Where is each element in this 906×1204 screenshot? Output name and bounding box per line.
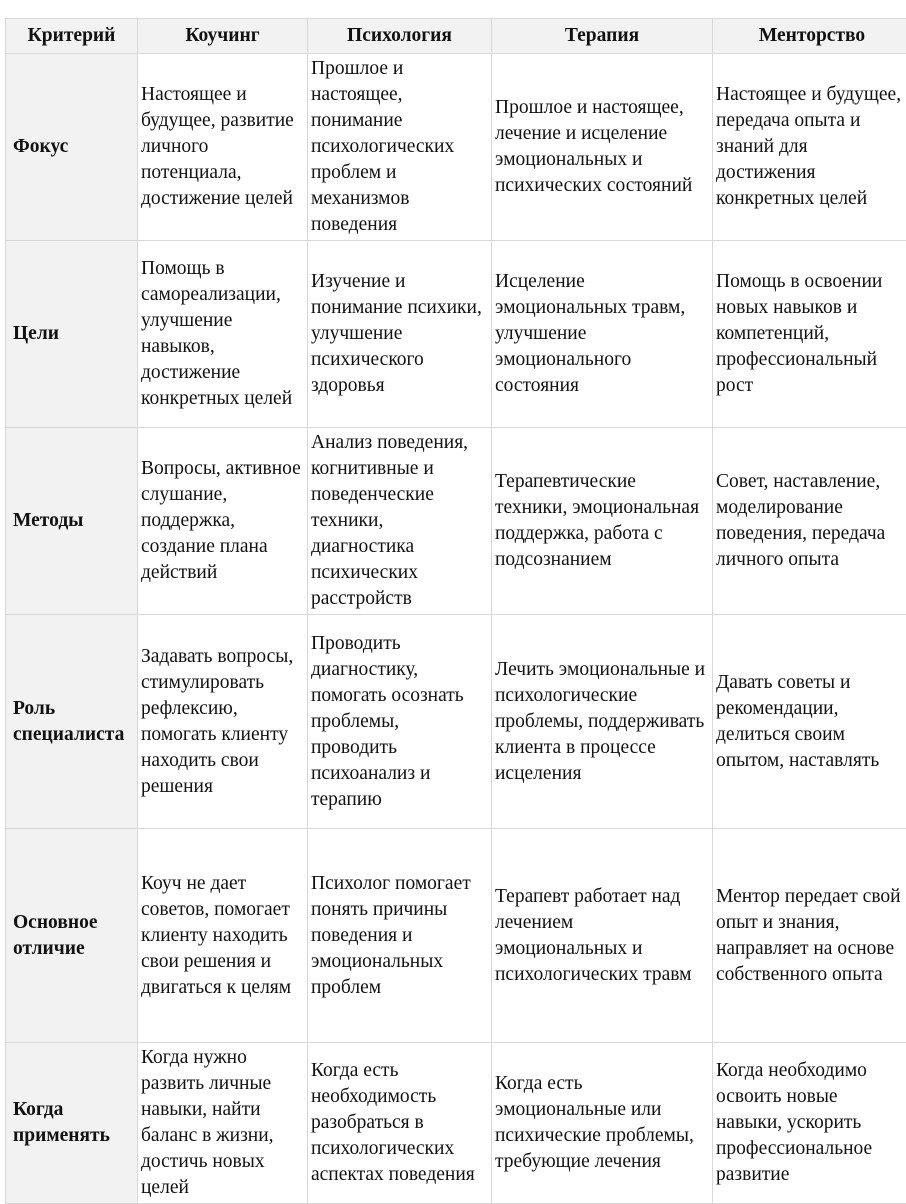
header-therapy: Терапия [492,19,713,54]
cell-mentoring: Совет, наставление, моделирование поведения, передача личного опыта [713,428,906,615]
cell-psychology: Когда есть необходимость разобраться в психологических аспектах поведения [308,1043,492,1204]
row-label-methods: Методы [6,428,138,615]
cell-psychology: Психолог помогает понять причины поведения и эмоциональных проблем [308,829,492,1043]
table-row [6,615,906,829]
cell-therapy: Терапевт работает над лечением эмоциональных и психологических травм [492,829,713,1043]
cell-coaching: Вопросы, активное слушание, поддержка, создание плана действий [138,428,308,615]
row-label-focus: Фокус [6,54,138,241]
cell-coaching: Настоящее и будущее, развитие личного потенциала, достижение целей [138,54,308,241]
cell-coaching: Задавать вопросы, стимулировать рефлексию, помогать клиенту находить свои решения [138,615,308,829]
row-label-main-difference: Основное отличие [6,829,138,1043]
table-row [6,54,906,241]
header-coaching: Коучинг [138,19,308,54]
header-row [6,19,906,54]
cell-psychology: Изучение и понимание психики, улучшение психического здоровья [308,241,492,428]
cell-psychology: Проводить диагностику, помогать осознать проблемы, проводить психоанализ и терапию [308,615,492,829]
table-row [6,829,906,1043]
cell-coaching: Помощь в самореализации, улучшение навыков, достижение конкретных целей [138,241,308,428]
row-label-when-to-use: Когда применять [6,1043,138,1204]
row-label-specialist-role: Роль специалиста [6,615,138,829]
header-mentoring: Менторство [713,19,906,54]
comparison-table-container [5,18,906,1204]
row-label-goals: Цели [6,241,138,428]
header-psychology: Психология [308,19,492,54]
cell-psychology: Анализ поведения, когнитивные и поведенческие техники, диагностика психических расстройств [308,428,492,615]
cell-therapy: Когда есть эмоциональные или психические проблемы, требующие лечения [492,1043,713,1204]
cell-therapy: Прошлое и настоящее, лечение и исцеление эмоциональных и психических состояний [492,54,713,241]
cell-mentoring: Ментор передает свой опыт и знания, направляет на основе собственного опыта [713,829,906,1043]
cell-mentoring: Когда необходимо освоить новые навыки, ускорить профессиональное развитие [713,1043,906,1204]
cell-mentoring: Настоящее и будущее, передача опыта и знаний для достижения конкретных целей [713,54,906,241]
cell-coaching: Коуч не дает советов, помогает клиенту находить свои решения и двигаться к целям [138,829,308,1043]
cell-psychology: Прошлое и настоящее, понимание психологических проблем и механизмов поведения [308,54,492,241]
cell-therapy: Терапевтические техники, эмоциональная поддержка, работа с подсознанием [492,428,713,615]
cell-therapy: Исцеление эмоциональных травм, улучшение эмоционального состояния [492,241,713,428]
comparison-table [5,18,906,1204]
header-criterion: Критерий [6,19,138,54]
table-row [6,1043,906,1204]
table-row [6,241,906,428]
cell-mentoring: Помощь в освоении новых навыков и компетенций, профессиональный рост [713,241,906,428]
cell-therapy: Лечить эмоциональные и психологические проблемы, поддерживать клиента в процессе исцеления [492,615,713,829]
table-row [6,428,906,615]
cell-mentoring: Давать советы и рекомендации, делиться своим опытом, наставлять [713,615,906,829]
cell-coaching: Когда нужно развить личные навыки, найти баланс в жизни, достичь новых целей [138,1043,308,1204]
